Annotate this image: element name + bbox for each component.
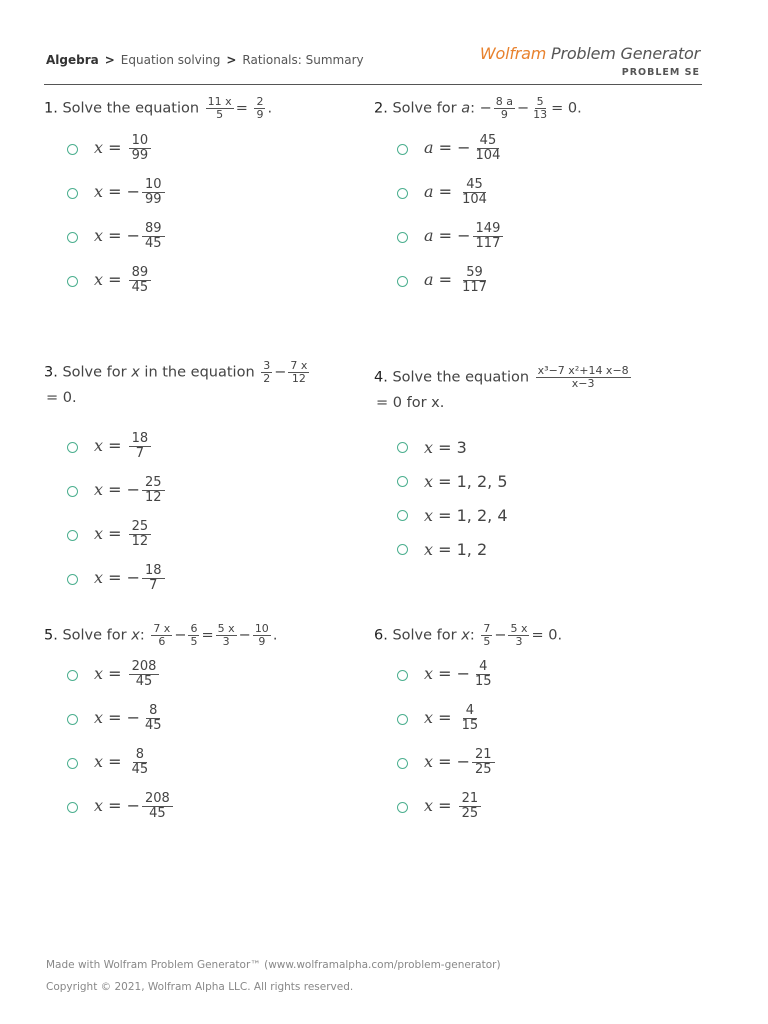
fraction-numerator: 149 [473,222,504,237]
answer-variable: x [94,270,104,289]
answer-variable: x [94,664,104,683]
fraction-denominator: 12 [291,372,306,385]
question-text: = 0. [531,627,563,644]
fraction-denominator: 7 [149,578,158,593]
breadcrumb-separator: > [104,53,115,67]
footer-copyright: Copyright © 2021, Wolfram Alpha LLC. All rights reserved. [46,981,354,993]
question-1 [44,96,272,121]
answer-variable: x [424,506,434,525]
fraction-numerator: 2 [256,95,264,108]
question-text: . [267,100,273,117]
question-text: . [272,627,278,644]
answer-fraction [142,222,165,251]
answer-fraction [459,178,490,207]
answer-fraction [129,432,152,461]
answer-equals: = − [433,752,471,771]
fraction-denominator: 99 [131,148,149,163]
answer-equals: = − [103,226,141,245]
question-fraction [536,365,631,390]
fraction-denominator: 5 [190,635,198,648]
answer-equals: = [103,664,127,683]
answer-radio[interactable] [67,670,78,681]
answer-variable: a [424,226,434,245]
fraction-denominator: x−3 [571,377,595,390]
question-fraction [188,623,199,648]
fraction-numerator: 7 x [153,622,171,635]
answer-equals: = − [103,480,141,499]
question-fraction [288,360,309,385]
answer-radio[interactable] [67,574,78,585]
answer-fraction [472,748,495,777]
answer-radio[interactable] [397,544,408,555]
question-fraction [206,96,234,121]
fraction-numerator: 89 [142,222,165,237]
fraction-denominator: 45 [145,236,162,251]
fraction-numerator: 8 a [495,95,514,108]
question-text: Solve for [62,627,132,644]
fraction-denominator: 12 [131,534,149,549]
answer-option[interactable] [94,134,151,163]
fraction-numerator: 45 [463,178,486,193]
fraction-denominator: 7 [135,446,145,461]
fraction-denominator: 25 [475,762,492,777]
answer-variable: x [424,540,434,559]
answer-equals: = − [433,664,471,683]
answer-radio[interactable] [397,714,408,725]
answer-variable: x [94,226,104,245]
fraction-numerator: 11 x [207,95,232,108]
answer-option[interactable] [94,792,173,821]
question-text: = [235,100,253,117]
answer-option[interactable] [424,704,481,733]
answer-equals: = [103,270,127,289]
answer-option[interactable] [424,438,467,457]
answer-equals: = [433,270,458,289]
fraction-denominator: 15 [461,718,479,733]
answer-fraction [142,704,165,733]
fraction-numerator: 8 [146,704,160,719]
wolfram-logo [480,44,700,78]
fraction-numerator: 7 [483,622,491,635]
answer-radio[interactable] [67,486,78,497]
answer-variable: x [94,568,104,587]
answer-option[interactable] [94,660,159,689]
answer-radio[interactable] [397,476,408,487]
fraction-denominator: 45 [135,674,153,689]
answer-variable: x [94,796,104,815]
fraction-numerator: 4 [463,704,477,719]
fraction-numerator: 4 [476,660,490,675]
answer-radio[interactable] [67,188,78,199]
question-fraction [494,96,515,121]
answer-radio[interactable] [397,232,408,243]
answer-option[interactable] [94,704,165,733]
question-4-continuation: = 0 for x. [376,395,445,411]
answer-equals: = [103,752,127,771]
fraction-denominator: 25 [461,806,479,821]
answer-variable: x [424,752,434,771]
fraction-numerator: 18 [142,564,165,579]
question-3 [44,360,311,385]
answer-option[interactable] [424,792,481,821]
header-divider [44,84,702,85]
answer-radio[interactable] [397,670,408,681]
answer-radio[interactable] [67,442,78,453]
fraction-denominator: 117 [475,236,501,251]
answer-fraction [459,792,482,821]
question-number: 2. [374,100,393,117]
answer-radio[interactable] [397,144,408,155]
answer-equals: = − [103,796,141,815]
question-variable: x [131,627,140,644]
answer-radio[interactable] [397,802,408,813]
fraction-denominator: 9 [258,635,266,648]
answer-option[interactable] [424,266,490,295]
breadcrumb-rationals: Rationals: Summary [242,53,364,67]
answer-equals: = [433,796,457,815]
answer-equals: = − [433,226,471,245]
answer-equals: = [103,524,127,543]
question-fraction [216,623,237,648]
breadcrumb [46,53,364,67]
answer-option[interactable] [424,472,508,491]
answer-value: 1, 2, 5 [456,472,508,491]
footer-made-with: Made with Wolfram Problem Generator™ (www.wolframalpha.com/problem-generator) [46,959,501,971]
answer-fraction [142,564,165,593]
answer-equals: = [433,182,458,201]
fraction-denominator: 3 [515,635,523,648]
answer-variable: x [94,752,104,771]
fraction-numerator: 21 [459,792,482,807]
answer-value: 1, 2 [456,540,488,559]
question-variable: a [461,100,471,117]
question-fraction [261,360,272,385]
fraction-numerator: 18 [129,432,152,447]
question-text: Solve the equation [392,369,534,386]
answer-variable: x [94,708,104,727]
question-text: Solve for [392,100,462,117]
answer-equals: = − [103,568,141,587]
answer-fraction [473,134,504,163]
question-text: − [274,364,287,381]
breadcrumb-equation-solving: Equation solving [120,53,221,67]
logo-problem-generator-text: Problem Generator [551,44,700,63]
answer-radio[interactable] [67,232,78,243]
answer-option[interactable] [424,748,495,777]
answer-fraction [459,266,490,295]
fraction-numerator: 7 x [290,359,308,372]
answer-fraction [129,520,152,549]
answer-radio[interactable] [67,714,78,725]
answer-fraction [472,660,495,689]
answer-variable: x [94,436,104,455]
answer-variable: a [424,270,434,289]
answer-option[interactable] [424,660,495,689]
question-text: : [139,627,150,644]
fraction-numerator: 10 [254,622,269,635]
question-text: − [494,627,507,644]
answer-variable: x [94,524,104,543]
question-text: = 0. [551,100,582,117]
fraction-denominator: 99 [145,192,162,207]
fraction-denominator: 104 [462,192,487,207]
question-6 [374,623,562,648]
answer-option[interactable] [94,222,165,251]
logo-wolfram-text: Wolfram [479,44,547,63]
answer-option[interactable] [94,432,151,461]
fraction-denominator: 6 [158,635,166,648]
answer-radio[interactable] [67,144,78,155]
question-text: − [517,100,530,117]
question-number: 3. [44,364,63,381]
fraction-denominator: 117 [462,280,487,295]
question-text: − [174,627,187,644]
answer-equals: = [103,138,127,157]
question-fraction [531,96,549,121]
fraction-numerator: 10 [142,178,165,193]
fraction-denominator: 45 [149,806,166,821]
answer-radio[interactable] [397,510,408,521]
fraction-denominator: 45 [131,762,149,777]
answer-radio[interactable] [67,802,78,813]
answer-equals: = [433,708,457,727]
answer-option[interactable] [94,520,151,549]
answer-variable: x [424,796,434,815]
question-text: Solve the equation [62,100,204,117]
fraction-denominator: 15 [475,674,492,689]
answer-variable: x [94,138,104,157]
question-number: 1. [44,100,63,117]
fraction-denominator: 3 [222,635,230,648]
breadcrumb-algebra: Algebra [46,53,99,67]
answer-fraction [142,792,173,821]
fraction-denominator: 9 [256,108,264,121]
fraction-numerator: x³−7 x²+14 x−8 [537,364,629,377]
answer-fraction [129,660,160,689]
answer-equals: = − [103,708,141,727]
answer-option[interactable] [94,266,151,295]
fraction-numerator: 5 x [217,622,235,635]
answer-option[interactable] [424,506,508,525]
fraction-numerator: 8 [133,748,147,763]
question-fraction [253,623,271,648]
answer-radio[interactable] [67,530,78,541]
answer-fraction [473,222,504,251]
question-text: = [201,627,214,644]
question-fraction [254,96,265,121]
fraction-numerator: 59 [463,266,486,281]
fraction-denominator: 12 [145,490,162,505]
fraction-numerator: 25 [129,520,152,535]
fraction-denominator: 2 [263,372,271,385]
fraction-numerator: 208 [129,660,160,675]
question-fraction [151,623,172,648]
question-variable: x [131,364,140,381]
answer-option[interactable] [94,476,165,505]
answer-variable: x [424,664,434,683]
fraction-numerator: 5 x [510,622,528,635]
answer-variable: x [424,708,434,727]
fraction-numerator: 25 [142,476,165,491]
answer-fraction [129,134,152,163]
answer-variable: x [94,480,104,499]
answer-equals: = [103,436,127,455]
answer-equals: = [433,540,457,559]
answer-option[interactable] [424,178,490,207]
answer-radio[interactable] [397,758,408,769]
question-text: : − [470,100,492,117]
answer-variable: x [424,472,434,491]
answer-radio[interactable] [67,276,78,287]
question-number: 6. [374,627,393,644]
fraction-numerator: 3 [263,359,271,372]
question-text: in the equation [139,364,260,381]
answer-equals: = [433,506,457,525]
question-4 [374,365,633,390]
answer-variable: x [94,182,104,201]
answer-fraction [142,178,165,207]
question-text: Solve for [62,364,132,381]
fraction-denominator: 45 [131,280,149,295]
question-text: Solve for [392,627,462,644]
fraction-numerator: 45 [477,134,500,149]
fraction-denominator: 13 [533,108,548,121]
answer-fraction [129,748,152,777]
answer-option[interactable] [424,222,503,251]
question-fraction [508,623,529,648]
answer-variable: x [424,438,434,457]
answer-equals: = [433,472,457,491]
fraction-numerator: 6 [190,622,198,635]
answer-option[interactable] [94,178,165,207]
answer-value: 3 [456,438,467,457]
answer-radio[interactable] [397,276,408,287]
fraction-denominator: 104 [475,148,501,163]
question-variable: x [461,627,470,644]
question-text: − [238,627,251,644]
answer-option[interactable] [94,748,151,777]
answer-radio[interactable] [397,188,408,199]
fraction-numerator: 5 [536,95,544,108]
answer-fraction [459,704,482,733]
answer-variable: a [424,182,434,201]
answer-radio[interactable] [397,442,408,453]
question-5 [44,623,277,648]
fraction-numerator: 208 [142,792,173,807]
answer-fraction [142,476,165,505]
answer-fraction [129,266,152,295]
breadcrumb-separator: > [226,53,237,67]
fraction-denominator: 5 [216,108,224,121]
logo-subtitle: PROBLEM SE [621,67,700,78]
answer-value: 1, 2, 4 [456,506,508,525]
answer-variable: a [424,138,434,157]
fraction-numerator: 10 [129,134,152,149]
fraction-denominator: 9 [500,108,508,121]
fraction-denominator: 45 [145,718,162,733]
fraction-numerator: 89 [129,266,152,281]
answer-equals: = − [103,182,141,201]
fraction-denominator: 5 [483,635,491,648]
question-text: : [469,627,480,644]
question-fraction [481,623,492,648]
answer-option[interactable] [424,540,487,559]
answer-option[interactable] [424,134,503,163]
question-number: 5. [44,627,63,644]
answer-option[interactable] [94,564,165,593]
question-3-continuation: = 0. [46,390,77,406]
question-2 [374,96,582,121]
answer-radio[interactable] [67,758,78,769]
answer-equals: = − [433,138,471,157]
question-number: 4. [374,369,393,386]
fraction-numerator: 21 [472,748,495,763]
answer-equals: = [433,438,457,457]
